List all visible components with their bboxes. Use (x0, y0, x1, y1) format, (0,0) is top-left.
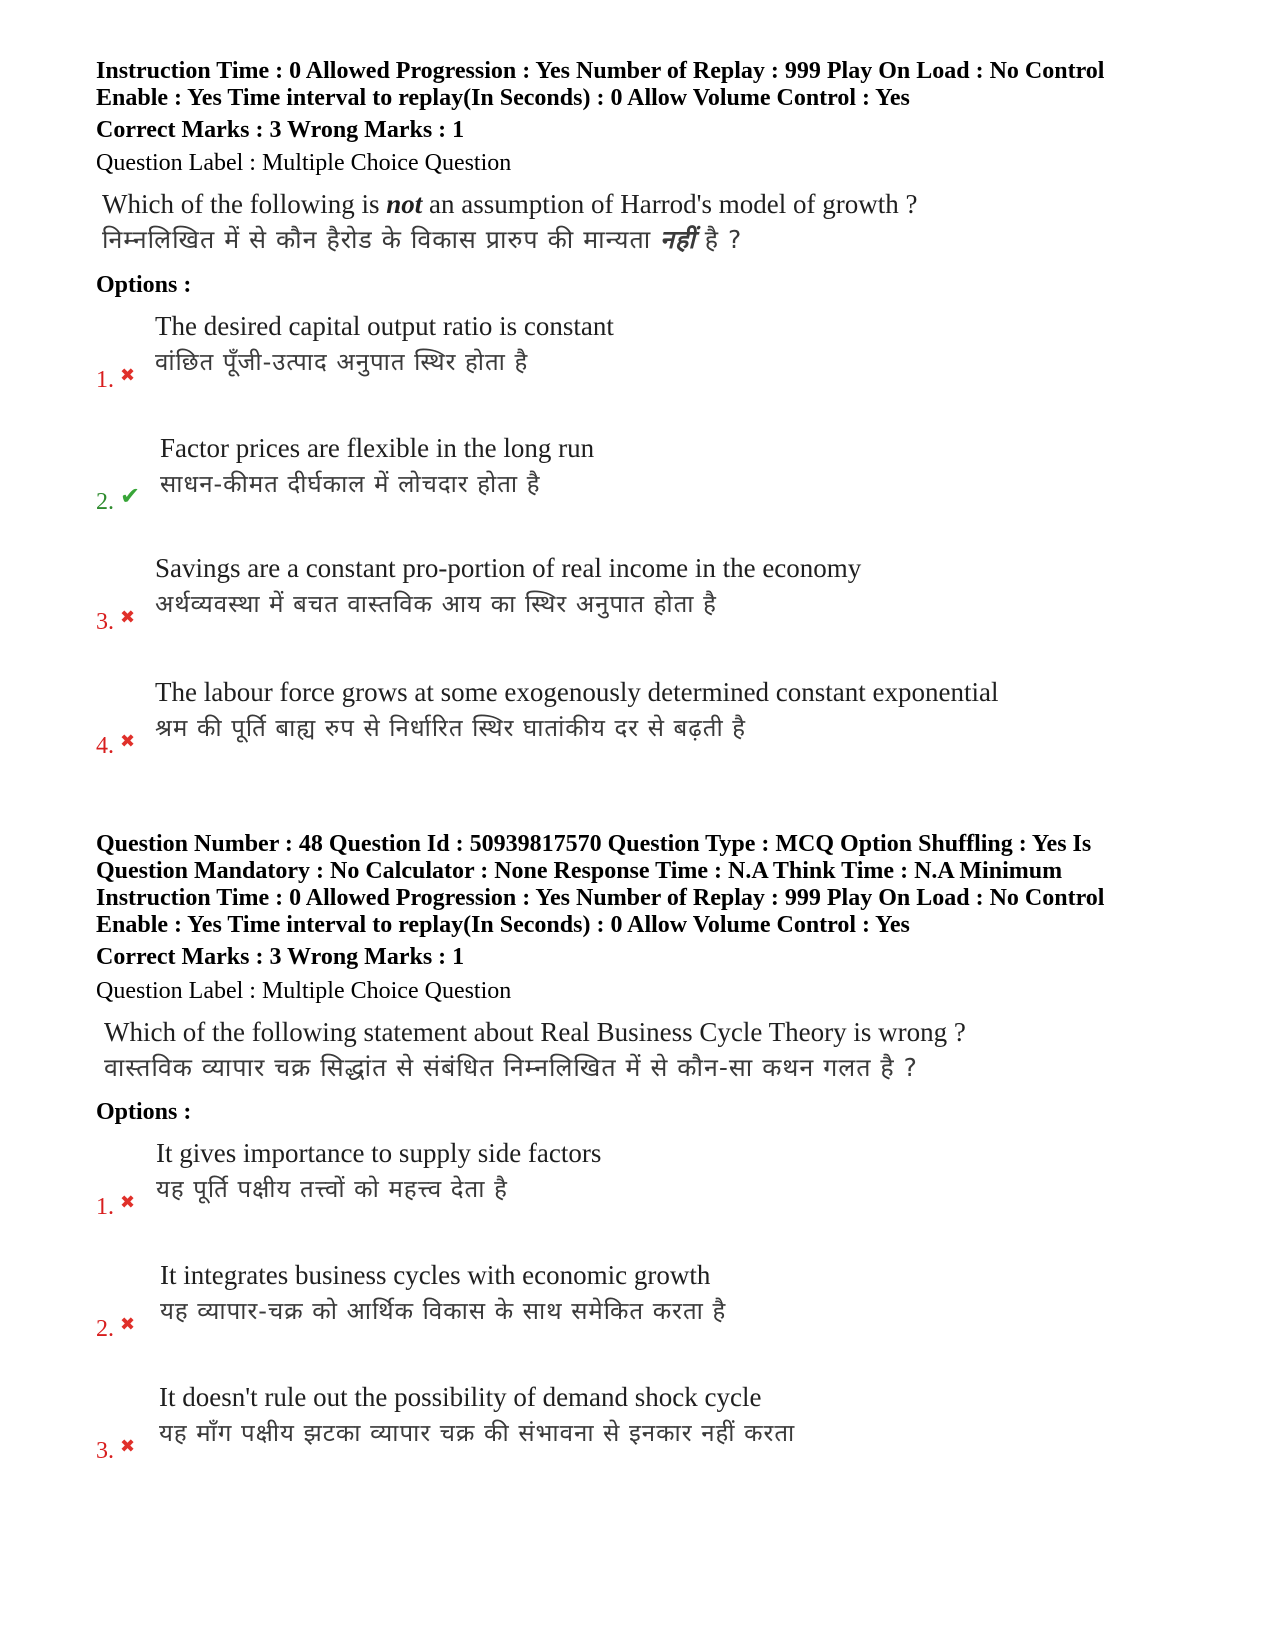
option-text-hindi: यह व्यापार-चक्र को आर्थिक विकास के साथ समेकित करता है (160, 1297, 727, 1325)
question-meta-line: Enable : Yes Time interval to replay(In Seconds) : 0 Allow Volume Control : Yes (96, 85, 910, 111)
option-text (156, 1135, 601, 1207)
option-text-english: It gives importance to supply side factors (156, 1138, 602, 1168)
options-label: Options : (96, 272, 192, 298)
option-text-hindi: यह पूर्ति पक्षीय तत्त्वों को महत्त्व देता है (156, 1175, 508, 1203)
cross-icon: ✖ (120, 1314, 136, 1335)
option-text (159, 1379, 795, 1451)
question-text (102, 186, 918, 258)
option-text-english: Factor prices are flexible in the long run (160, 433, 595, 463)
options-label: Options : (96, 1099, 192, 1125)
marks-info: Correct Marks : 3 Wrong Marks : 1 (96, 944, 465, 970)
question-text-hindi: निम्नलिखित में से कौन हैरोड के विकास प्रारुप की मान्यता नहीं है ? (102, 225, 743, 254)
option-text-hindi: अर्थव्यवस्था में बचत वास्तविक आय का स्थिर अनुपात होता है (155, 590, 717, 618)
question-meta-line: Enable : Yes Time interval to replay(In Seconds) : 0 Allow Volume Control : Yes (96, 912, 910, 938)
option-number: 2. (96, 1316, 114, 1342)
option-text-english: Savings are a constant pro-portion of real income in the economy (155, 553, 862, 583)
cross-icon: ✖ (120, 1192, 136, 1213)
option-text-hindi: साधन-कीमत दीर्घकाल में लोचदार होता है (160, 470, 541, 498)
option-number: 2. (96, 489, 114, 515)
marks-info: Correct Marks : 3 Wrong Marks : 1 (96, 117, 465, 143)
option-text-hindi: श्रम की पूर्ति बाह्य रुप से निर्धारित स्थिर घातांकीय दर से बढ़ती है (155, 714, 747, 742)
question-label: Question Label : Multiple Choice Question (96, 150, 512, 176)
question-meta-line: Instruction Time : 0 Allowed Progression : Yes Number of Replay : 999 Play On Load : No Control (96, 58, 1105, 84)
option-text (155, 308, 614, 380)
option-text-hindi: यह माँग पक्षीय झटका व्यापार चक्र की संभावना से इनकार नहीं करता (159, 1419, 796, 1447)
question-meta-line: Question Number : 48 Question Id : 50939817570 Question Type : MCQ Option Shuffling : Yes Is (96, 831, 1092, 857)
option-text (160, 430, 594, 502)
option-text-hindi: वांछित पूँजी-उत्पाद अनुपात स्थिर होता है (155, 348, 529, 376)
question-text-english: Which of the following statement about Real Business Cycle Theory is wrong ? (104, 1017, 966, 1047)
cross-icon: ✖ (120, 1436, 136, 1457)
option-text (160, 1257, 726, 1329)
cross-icon: ✖ (120, 731, 136, 752)
option-text-english: It integrates business cycles with economic growth (160, 1260, 711, 1290)
cross-icon: ✖ (120, 365, 136, 386)
question-meta-line: Question Mandatory : No Calculator : None Response Time : N.A Think Time : N.A Minimum (96, 858, 1063, 884)
option-number: 4. (96, 733, 114, 759)
question-text-hindi: वास्तविक व्यापार चक्र सिद्धांत से संबंधित निम्नलिखित में से कौन-सा कथन गलत है ? (104, 1053, 918, 1082)
check-icon: ✔ (120, 482, 141, 510)
option-number: 1. (96, 1194, 114, 1220)
option-number: 3. (96, 609, 114, 635)
option-text-english: The desired capital output ratio is constant (155, 311, 614, 341)
option-number: 1. (96, 367, 114, 393)
cross-icon: ✖ (120, 607, 136, 628)
option-text (155, 674, 999, 746)
question-meta-line: Instruction Time : 0 Allowed Progression : Yes Number of Replay : 999 Play On Load : No Control (96, 885, 1105, 911)
question-label: Question Label : Multiple Choice Question (96, 978, 512, 1004)
option-text (155, 550, 861, 622)
question-text-english: Which of the following is not an assumption of Harrod's model of growth ? (102, 189, 918, 219)
question-text (104, 1014, 966, 1086)
option-number: 3. (96, 1438, 114, 1464)
option-text-english: The labour force grows at some exogenously determined constant exponential (155, 677, 999, 707)
option-text-english: It doesn't rule out the possibility of demand shock cycle (159, 1382, 762, 1412)
